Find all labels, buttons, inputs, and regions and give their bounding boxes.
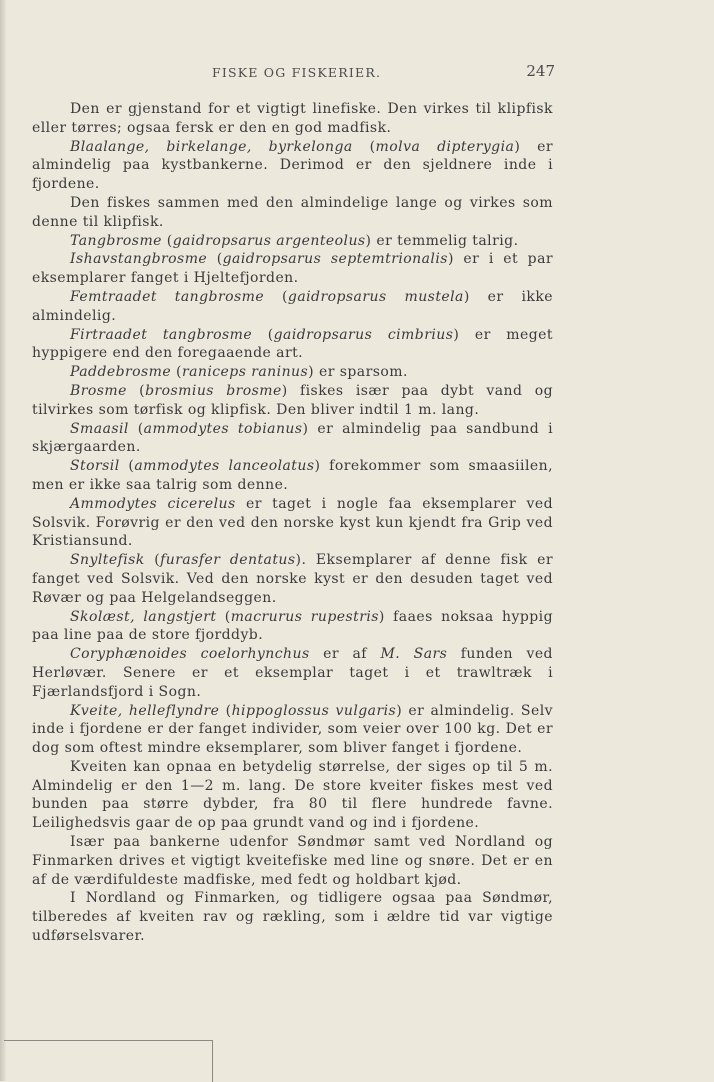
paragraph xyxy=(32,889,553,945)
text-run: ) er temmelig talrig. xyxy=(365,232,519,249)
italic-term: Ishavstangbrosme xyxy=(70,251,208,268)
paragraph xyxy=(32,702,553,758)
italic-term: ammodytes tobianus xyxy=(143,420,303,437)
text-run: ( xyxy=(126,382,146,399)
text-run: Kveiten kan opnaa en betydelig størrelse, der siges op til 5 m. Almindelig er den 1—2 m. lang. De store kveiter fiskes mest ved bunden paa større dybder, fra 80 til flere hundrede favne. Leilighedsvis gaar de op paa grundt vand og ind i fjordene. xyxy=(32,758,553,832)
italic-term: gaidropsarus mustela xyxy=(287,288,464,305)
italic-term: ammodytes lanceolatus xyxy=(134,458,315,475)
paragraph xyxy=(32,551,553,607)
italic-term: Coryphænoides coelorhynchus xyxy=(70,646,310,663)
italic-term: raniceps raninus xyxy=(181,364,309,381)
italic-term: hippoglossus vulgaris xyxy=(231,702,397,719)
text-run: I Nordland og Finmarken, og tidligere ogsaa paa Søndmør, tilberedes af kveiten rav og rækling, som i ældre tid var vigtige udførselsvarer. xyxy=(32,890,553,945)
text-run: ( xyxy=(119,458,135,475)
paragraph xyxy=(32,420,553,458)
paragraph xyxy=(32,457,553,495)
text-run: ( xyxy=(161,232,173,249)
text-run: ) faaes noksaa hyppig paa line paa de store fjorddyb. xyxy=(32,608,553,644)
paragraph xyxy=(32,194,553,232)
running-title: FISKE OG FISKERIER. xyxy=(212,65,382,80)
text-run: ( xyxy=(352,138,376,155)
paragraph xyxy=(32,138,553,194)
text-run: ) er almindelig paa kystbankerne. Derimod er den sjeldnere inde i fjordene. xyxy=(32,138,554,193)
italic-term: furasfer dentatus xyxy=(160,552,296,569)
italic-term: Firtraadet tangbrosme xyxy=(70,326,253,343)
text-run: ( xyxy=(171,364,182,381)
text-run: ( xyxy=(216,608,231,625)
paragraph xyxy=(32,833,553,889)
text-run: ( xyxy=(207,251,223,268)
italic-term: Blaalange, birkelange, byrkelonga xyxy=(70,138,353,155)
italic-term: Skolæst, langstjert xyxy=(70,608,217,625)
italic-term: molva dipterygia xyxy=(375,138,515,155)
page-edge-shadow xyxy=(0,0,6,1081)
paragraph xyxy=(32,382,553,420)
italic-term: gaidropsarus septemtrionalis xyxy=(222,251,448,268)
page-header xyxy=(32,62,557,82)
italic-term: Brosme xyxy=(70,382,127,399)
text-run: ) er i et par eksemplarer fanget i Hjeltefjorden. xyxy=(32,251,554,287)
text-run: Den fiskes sammen med den almindelige lange og virkes som denne til klipfisk. xyxy=(32,194,553,230)
paragraph xyxy=(32,100,553,138)
italic-term: Storsil xyxy=(70,458,120,475)
text-run: ( xyxy=(128,420,144,437)
text-run: er af xyxy=(309,646,381,663)
text-run: funden ved Herløvær. Senere er et eksemplar taget i et trawltræk i Fjærlandsfjord i Sogn. xyxy=(32,646,553,700)
text-run: ) er sparsom. xyxy=(308,364,408,381)
paragraph xyxy=(32,250,553,288)
italic-term: Snyltefisk xyxy=(70,552,145,569)
text-run: ) fiskes især paa dybt vand og tilvirkes som tørfisk og klipfisk. Den bliver indtil 1 m. lang. xyxy=(32,382,553,418)
body-text xyxy=(32,100,553,946)
italic-term: Smaasil xyxy=(70,420,129,437)
text-run: ( xyxy=(144,552,161,569)
italic-term: Femtraadet tangbrosme xyxy=(70,288,265,305)
text-run: ) er ikke almindelig. xyxy=(32,288,554,324)
text-run: ) forekommer som smaasiilen, men er ikke saa talrig som denne. xyxy=(32,458,553,493)
italic-term: M. Sars xyxy=(380,646,448,663)
text-run: ) er almindelig paa sandbund i skjærgaarden. xyxy=(32,420,553,456)
text-run: Den er gjenstand for et vigtigt linefiske. Den virkes til klipfisk eller tørres; ogsaa fersk er den en god madfisk. xyxy=(32,101,553,136)
text-run: ( xyxy=(219,702,232,719)
text-run: ( xyxy=(252,326,274,343)
text-run: ( xyxy=(264,288,288,305)
paragraph xyxy=(32,608,553,646)
text-run: er taget i nogle faa eksemplarer ved Solsvik. Forøvrig er den ved den norske kyst kun kjendt fra Grip ved Kristiansund. xyxy=(32,495,553,550)
text-run: ) er meget hyppigere end den foregaaende art. xyxy=(32,326,553,362)
italic-term: macrurus rupestris xyxy=(230,608,379,625)
text-run: ). Eksemplarer af denne fisk er fanget ved Solsvik. Ved den norske kyst er den desuden taget ved Røvær og paa Helgelandseggen. xyxy=(32,552,554,606)
paragraph xyxy=(32,645,553,701)
italic-term: Ammodytes cicerelus xyxy=(70,495,236,512)
italic-term: brosmius brosme xyxy=(145,382,282,399)
paragraph xyxy=(32,495,553,551)
paragraph xyxy=(32,232,553,251)
italic-term: Paddebrosme xyxy=(70,364,172,381)
text-run: Især paa bankerne udenfor Søndmør samt ved Nordland og Finmarken drives et vigtigt kveitefiske med line og snøre. Det er en af de værdifuldeste madfiske, med fedt og holdbart kjød. xyxy=(32,834,553,888)
text-run: ) er almindelig. Selv inde i fjordene er der fanget individer, som veier over 100 kg. Det er dog som oftest mindre eksemplarer, som bliver fanget i fjordene. xyxy=(32,702,553,757)
paragraph xyxy=(32,758,553,833)
italic-term: gaidropsarus cimbrius xyxy=(273,326,454,343)
paragraph xyxy=(32,288,553,326)
paragraph xyxy=(32,326,553,364)
italic-term: Kveite, helleflyndre xyxy=(70,702,220,719)
italic-term: Tangbrosme xyxy=(70,232,162,249)
paragraph xyxy=(32,363,553,382)
scan-frame-mark xyxy=(4,1040,213,1082)
page-number: 247 xyxy=(526,62,555,80)
italic-term: gaidropsarus argenteolus xyxy=(172,232,366,249)
